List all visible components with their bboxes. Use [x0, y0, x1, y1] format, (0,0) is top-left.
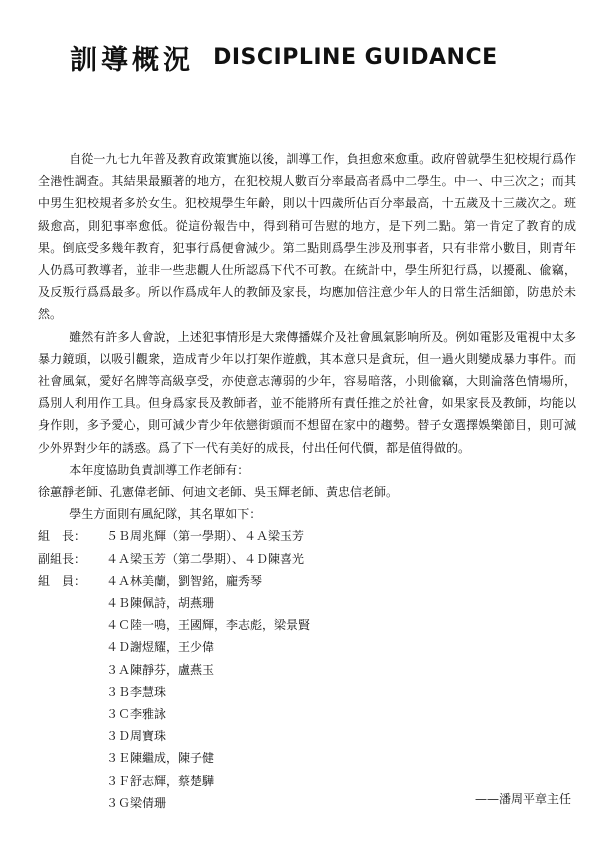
paragraph-2: 雖然有許多人會說，上述犯事情形是大衆傳播媒介及社會風氣影响所及。例如電影及電視中太多暴力鏡頭，以吸引觀衆，造成青少年以打架作遊戲，其本意只是貪玩，但一過火則變成暴力事件。而社會風氣，愛好名牌等高級享受，亦使意志薄弱的少年，容易暗落，小則偸竊，大則淪落色情場所，爲別人利用作工具。但身爲家長及教師者，並不能將所有責任推之於社會，如果家長及教師，均能以身作則，多予愛心，則可減少青少年依戀街頭而不想留在家中的趨勢。替子女選擇娛樂節目，則可減少外界對少年的誘惑。爲了下一代有美好的成長，付出任何代價，都是值得做的。	[38, 329, 576, 455]
roster-names: ４Ｄ謝煜耀，王少偉	[106, 640, 215, 655]
roster-row	[38, 636, 576, 658]
roster-names: ３Ｂ李慧珠	[106, 684, 167, 699]
roster-names: ３Ｃ李雅詠	[106, 707, 167, 722]
roster-row	[38, 681, 576, 703]
heading-chinese: 訓導概況	[70, 45, 194, 76]
page-heading	[70, 38, 498, 77]
roster-role	[38, 792, 106, 814]
students-intro: 學生方面則有風紀隊，其名單如下：	[69, 507, 262, 522]
article-body	[38, 148, 576, 814]
roster-names: ４Ａ林美蘭，劉智銘，龐秀琴	[106, 573, 263, 588]
roster-role	[38, 659, 106, 681]
teachers-list: 徐蕙靜老師、孔憲偉老師、何迪文老師、吳玉輝老師、黃忠信老師。	[38, 485, 399, 500]
roster-names: ３Ｇ梁倩珊	[106, 795, 167, 810]
roster-row	[38, 659, 576, 681]
paragraph-1: 自從一九七九年普及教育政策實施以後，訓導工作，負担愈來愈重。政府曾就學生犯校規行爲作全港性調查。其結果最顯著的地方，在犯校規人數百分率最高者爲中二學生。中一、中三次之；而其中男生犯校規者多於女生。犯校規學生年齡，則以十四歲所佔百分率最高，十五歲及十三歲次之。班級愈高，則犯事率愈低。從這份報告中，得到稍可告慰的地方，是下列二點。第一肯定了教育的成果。倒底受多幾年教育，犯事行爲便會減少。第二點則爲學生涉及刑事者，只有非常小數目，則青年人仍爲可教導者，並非一些悲觀人仕所認爲下代不可教。在統計中，學生所犯行爲，以擾亂、偸竊，及反叛行爲爲最多。所以作爲成年人的教師及家長，均應加倍注意少年人的日常生活細節，防患於未然。	[38, 152, 576, 322]
roster-row	[38, 592, 576, 614]
roster-role: 副組長：	[38, 551, 87, 566]
roster-row	[38, 725, 576, 747]
roster-row	[38, 703, 576, 725]
roster-row	[38, 570, 576, 592]
roster-row	[38, 614, 576, 636]
roster-row	[38, 548, 576, 570]
roster-row	[38, 525, 576, 547]
roster-names: ３Ａ陳靜芬，盧燕玉	[106, 662, 215, 677]
roster-row	[38, 747, 576, 769]
signature: ——潘周平章主任	[474, 792, 571, 806]
roster-role	[38, 725, 106, 747]
roster-role	[38, 592, 106, 614]
roster-names: ４Ｂ陳佩詩，胡燕珊	[106, 596, 215, 611]
roster-role	[38, 636, 106, 658]
roster-row	[38, 770, 576, 792]
teachers-intro: 本年度協助負責訓導工作老師有：	[69, 462, 250, 477]
roster-role	[38, 614, 106, 636]
heading-english: DISCIPLINE GUIDANCE	[213, 45, 498, 70]
roster-role: 組 員：	[38, 573, 87, 588]
roster-names: ３Ｆ舒志輝，蔡楚驊	[106, 773, 215, 788]
roster-role	[38, 747, 106, 769]
roster-role	[38, 770, 106, 792]
roster-names: ４Ｃ陸一鳴，王國輝，李志彪，梁景賢	[106, 618, 311, 633]
roster-names: ５Ｂ周兆輝（第一學期）、４Ａ梁玉芳	[106, 529, 305, 544]
roster-role	[38, 703, 106, 725]
prefect-roster	[38, 525, 576, 814]
roster-names: ３Ｅ陳繼成，陳子健	[106, 751, 215, 766]
roster-names: ３Ｄ周寶珠	[106, 729, 167, 744]
roster-role: 組 長：	[38, 529, 87, 544]
roster-names: ４Ａ梁玉芳（第二學期）、４Ｄ陳喜光	[106, 551, 305, 566]
roster-role	[38, 681, 106, 703]
